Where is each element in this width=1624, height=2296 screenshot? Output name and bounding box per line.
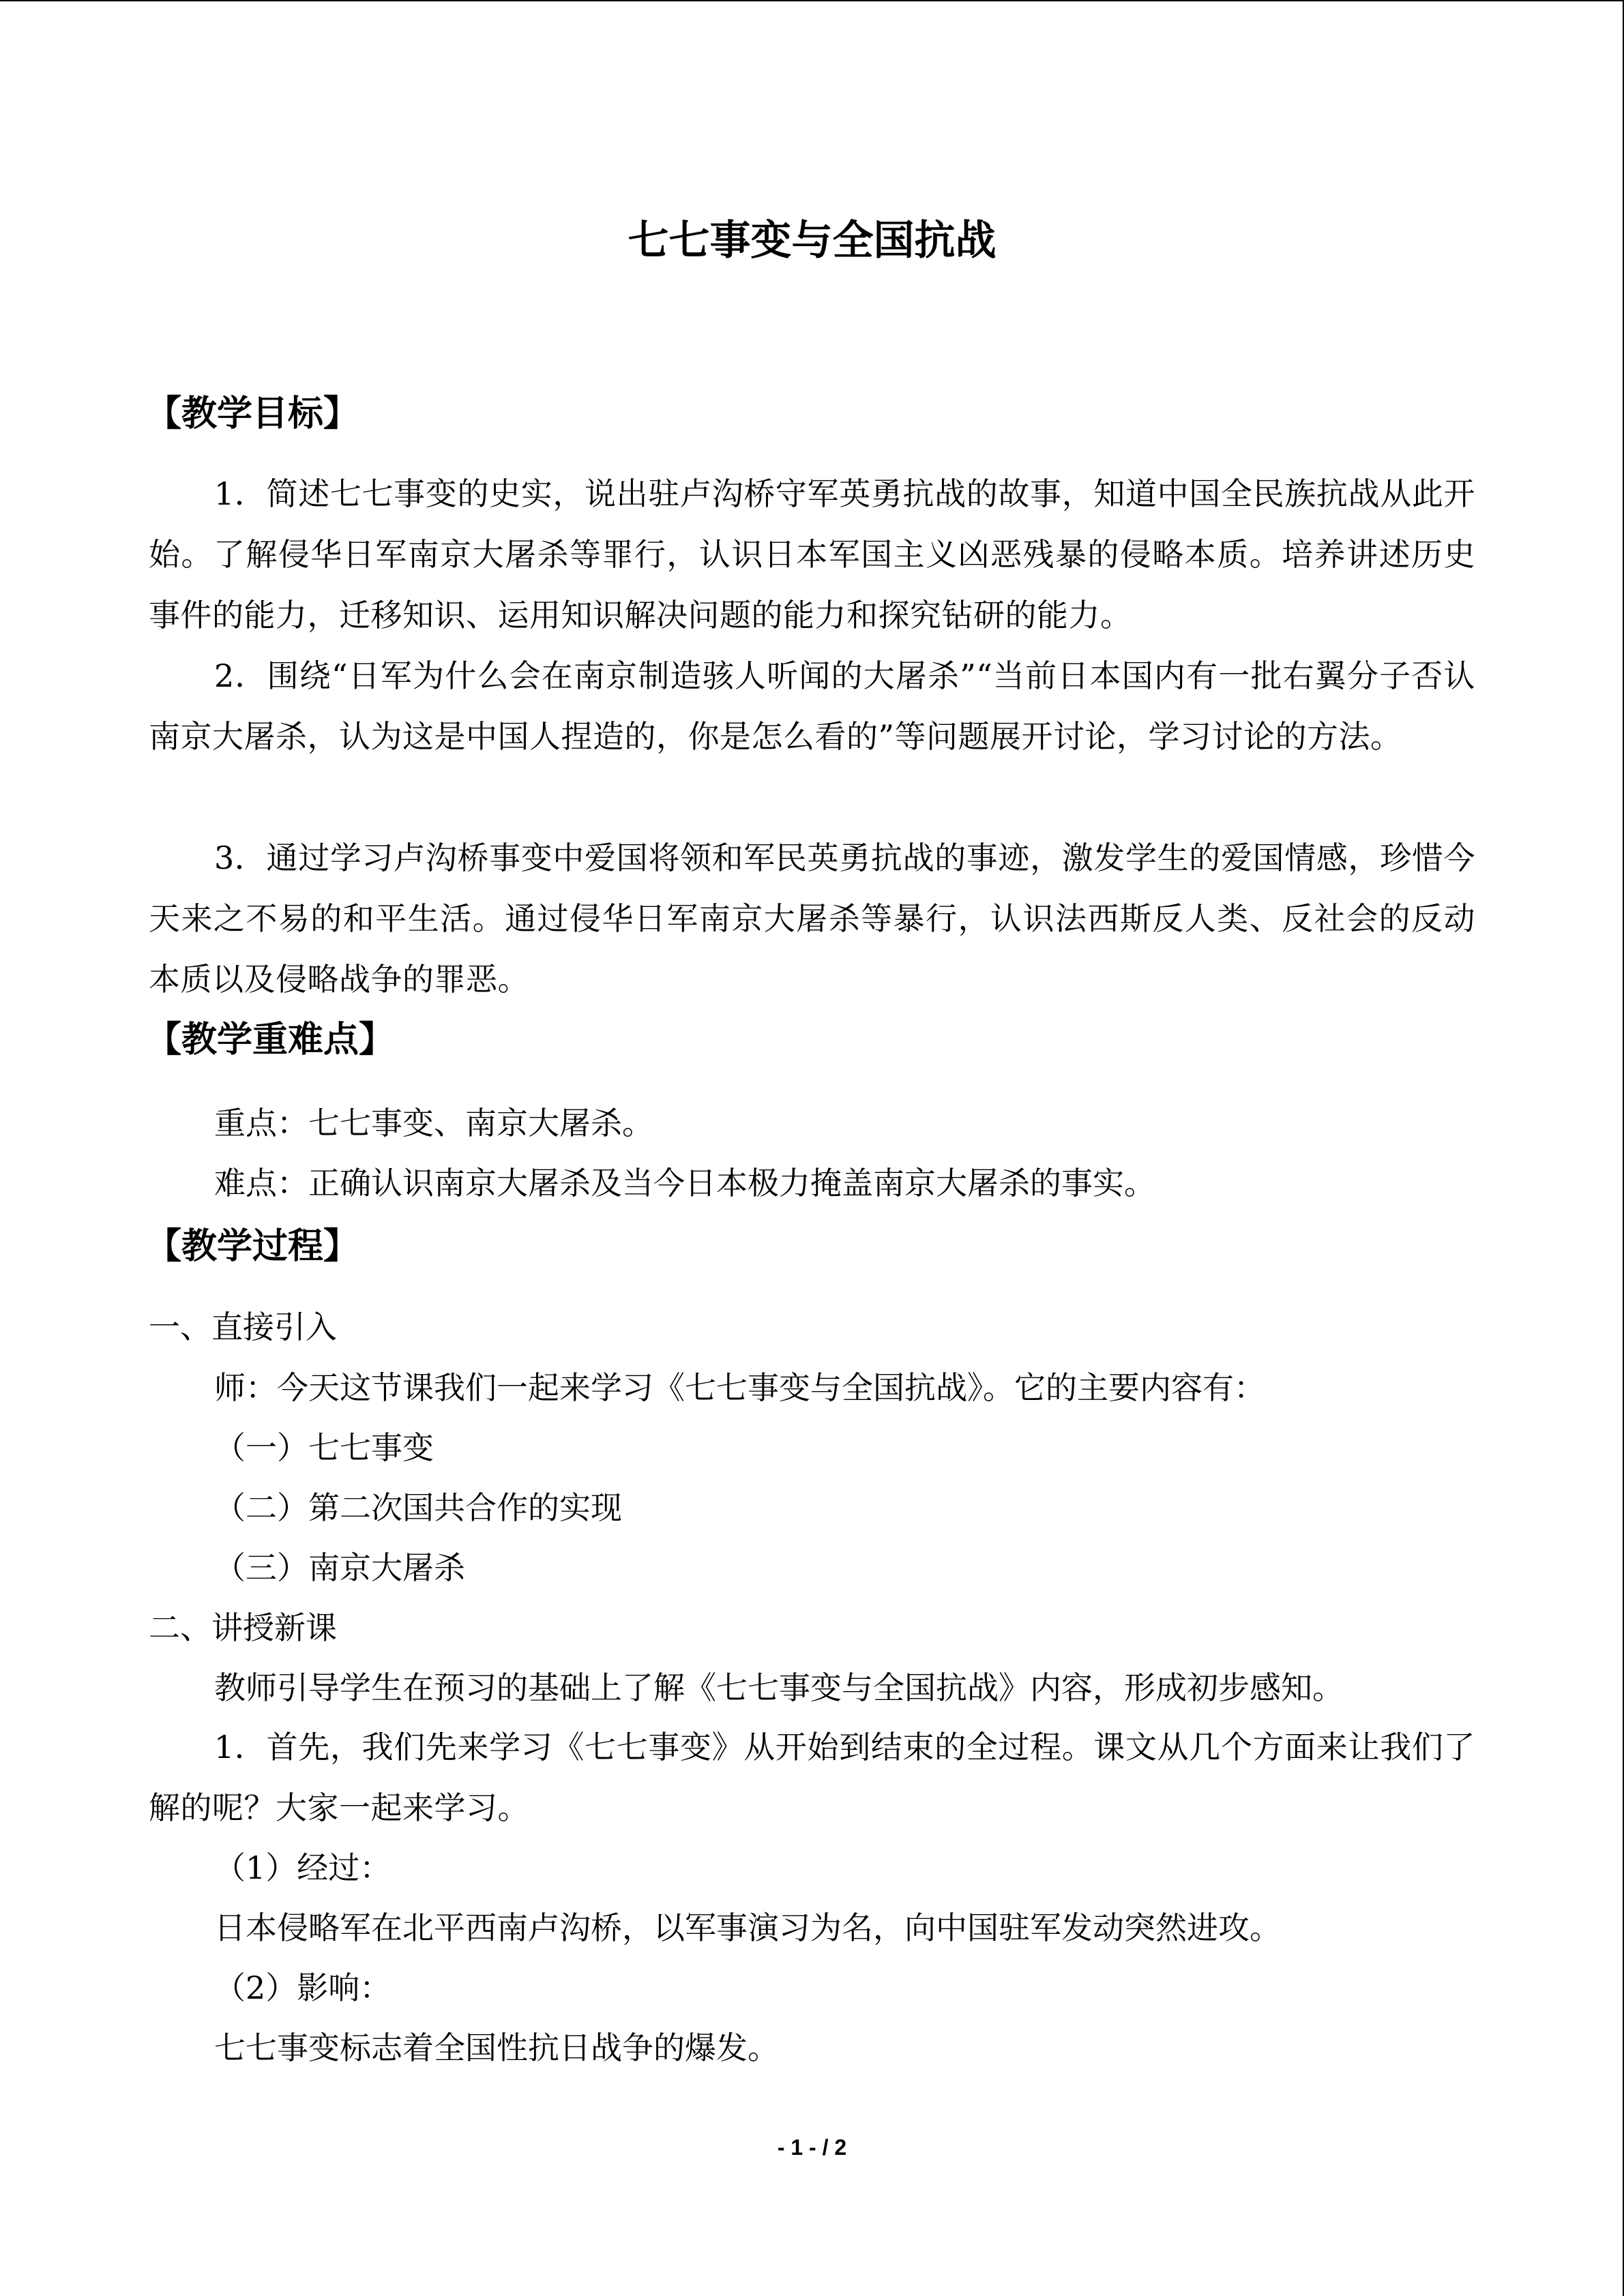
heading-objectives: 【教学目标】	[146, 393, 359, 434]
process-part1-title: 一、直接引入	[149, 1309, 337, 1345]
process-part2-sub1-text: 日本侵略军在北平西南卢沟桥，以军事演习为名，向中国驻军发动突然进攻。	[214, 1909, 1281, 1946]
objective-1: 1．简述七七事变的史实，说出驻卢沟桥守军英勇抗战的故事，知道中国全民族抗战从此开始。了解侵华日军南京大屠杀等罪行，认识日本军国主义凶恶残暴的侵略本质。培养讲述历史事件的能力，迁移知识、运用知识解决问题的能力和探究钻研的能力。	[149, 475, 1475, 633]
process-part2-title: 二、讲授新课	[149, 1609, 337, 1646]
key-point-focus: 重点：七七事变、南京大屠杀。	[214, 1105, 653, 1142]
page-top-border	[0, 0, 1624, 1]
process-part2-intro: 教师引导学生在预习的基础上了解《七七事变与全国抗战》内容，形成初步感知。	[214, 1669, 1344, 1706]
objective-2: 2．围绕“日军为什么会在南京制造骇人听闻的大屠杀”“当前日本国内有一批右翼分子否认南京大屠杀，认为这是中国人捏造的，你是怎么看的”等问题展开讨论，学习讨论的方法。	[149, 657, 1475, 755]
key-point-difficulty: 难点：正确认识南京大屠杀及当今日本极力掩盖南京大屠杀的事实。	[214, 1165, 1155, 1202]
process-part2-sub1-label: （1）经过：	[214, 1849, 392, 1886]
heading-process: 【教学过程】	[146, 1225, 359, 1267]
process-part1-list-item: （一）七七事变	[214, 1429, 434, 1466]
page-number: - 1 - / 2	[777, 2135, 847, 2160]
process-part2-step1: 1．首先，我们先来学习《七七事变》从开始到结束的全过程。课文从几个方面来让我们了解的呢？大家一起来学习。	[149, 1729, 1475, 1826]
process-part2-sub2-label: （2）影响：	[214, 1969, 392, 2006]
objective-3: 3．通过学习卢沟桥事变中爱国将领和军民英勇抗战的事迹，激发学生的爱国情感，珍惜今天来之不易的和平生活。通过侵华日军南京大屠杀等暴行，认识法西斯反人类、反社会的反动本质以及侵略战争的罪恶。	[149, 839, 1475, 998]
process-part2-sub2-text: 七七事变标志着全国性抗日战争的爆发。	[214, 2029, 779, 2066]
process-part1-list-item: （二）第二次国共合作的实现	[214, 1489, 622, 1526]
page-title: 七七事变与全国抗战	[628, 217, 996, 265]
heading-key-points: 【教学重难点】	[146, 1019, 395, 1060]
process-part1-intro: 师：今天这节课我们一起来学习《七七事变与全国抗战》。它的主要内容有：	[214, 1369, 1265, 1406]
process-part1-list-item: （三）南京大屠杀	[214, 1549, 465, 1586]
